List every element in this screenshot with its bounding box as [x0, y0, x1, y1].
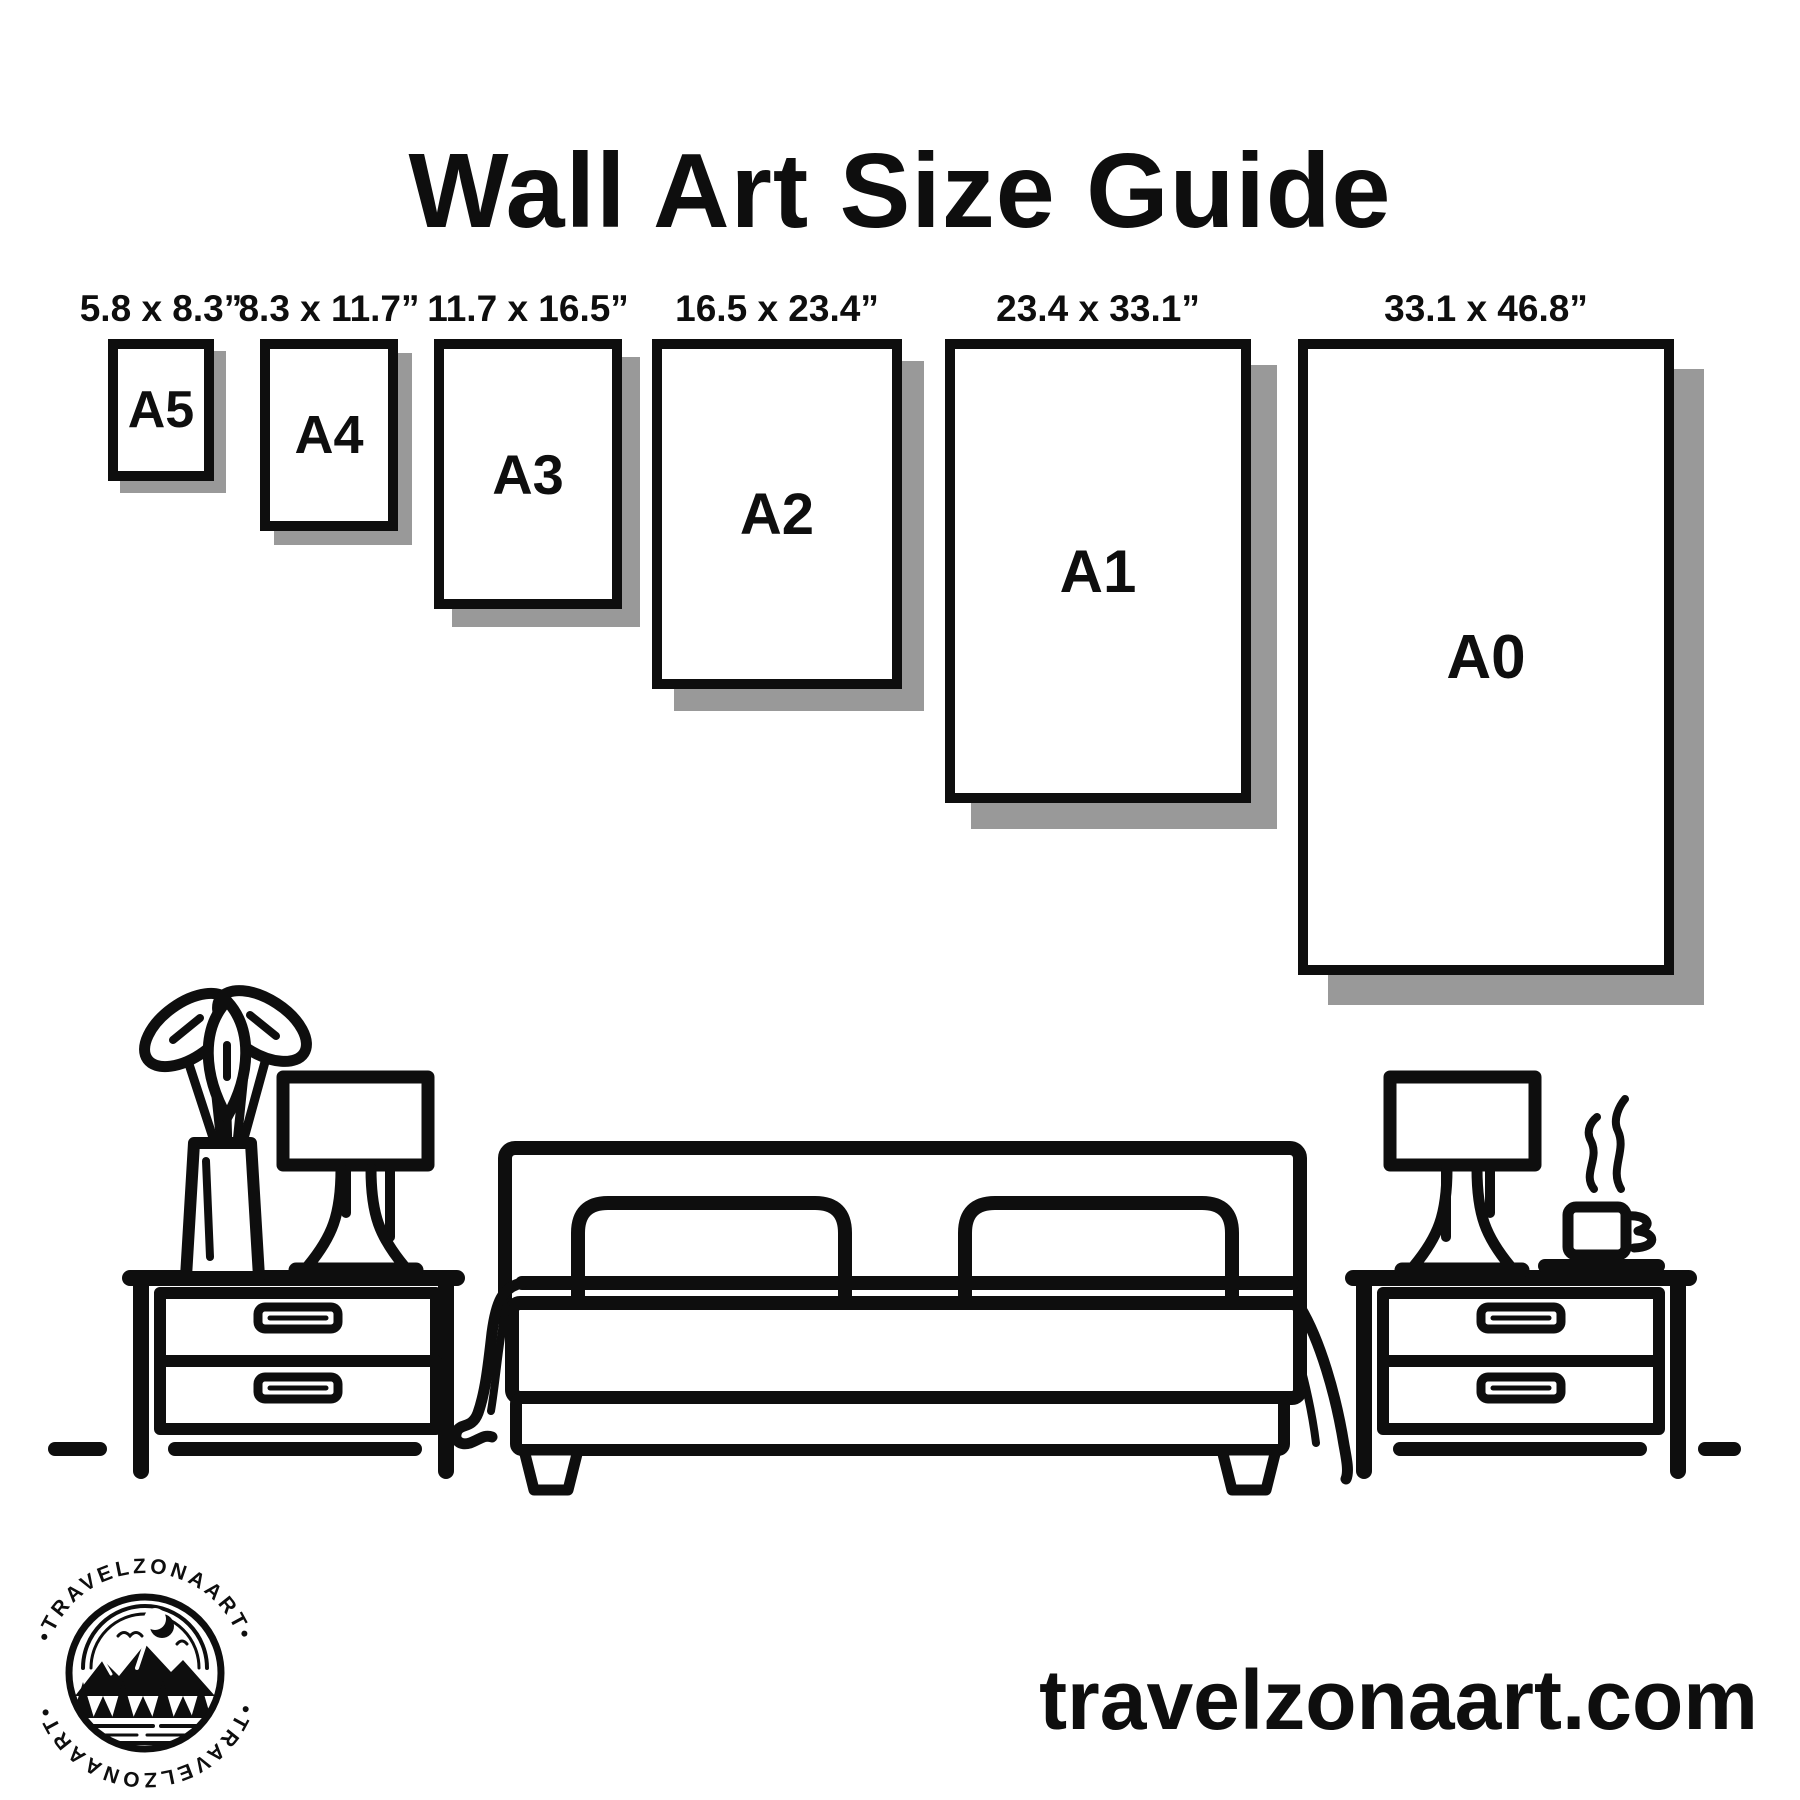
plant-vase: [186, 1143, 259, 1277]
frame-size-name: A5: [127, 381, 195, 439]
moon-cutout: [144, 1608, 166, 1630]
poster-frame-a2: [652, 339, 902, 689]
dimension-label-a5: 5.8 x 8.3”: [79, 288, 243, 329]
table-lamp-right: [1390, 1077, 1535, 1270]
poster-frame-a4: [260, 339, 398, 531]
bed-leg-right: [1222, 1450, 1276, 1490]
mattress: [512, 1303, 1300, 1398]
website-url: travelzonaart.com: [1039, 1653, 1758, 1747]
frame-size-name: A2: [739, 481, 815, 547]
frame-size-name: A1: [1059, 537, 1137, 605]
dimension-label-a2: 16.5 x 23.4”: [675, 288, 879, 329]
lamp-stem: [1414, 1169, 1447, 1266]
table-lamp-left: [283, 1077, 428, 1270]
bed-illustration: [456, 1148, 1348, 1490]
dimension-label-a1: 23.4 x 33.1”: [996, 288, 1200, 329]
dimension-label-a4: 8.3 x 11.7”: [238, 288, 420, 329]
dimension-label-a3: 11.7 x 16.5”: [427, 288, 629, 329]
frame-size-name: A0: [1446, 622, 1526, 692]
dimension-label-a0: 33.1 x 46.8”: [1384, 288, 1588, 329]
coffee-mug: [1545, 1099, 1658, 1266]
logo-arc-text-bottom: •TRAVELZONAART•: [32, 1701, 258, 1792]
vase-accent: [206, 1161, 210, 1257]
poster-frame-a3: [434, 339, 622, 609]
lamp-shade: [283, 1077, 428, 1165]
bed-leg-left: [524, 1450, 578, 1490]
page-title: Wall Art Size Guide: [408, 132, 1392, 251]
steam-icon: [1589, 1117, 1597, 1189]
lamp-stem: [308, 1169, 341, 1266]
brand-logo: [25, 1548, 265, 1798]
poster-frame-a1: [945, 339, 1251, 803]
bed-base: [516, 1398, 1284, 1450]
poster-frame-a5: [108, 339, 214, 481]
poster-frame-a0: [1298, 339, 1674, 975]
frame-size-name: A4: [294, 405, 364, 465]
mug-body: [1568, 1207, 1626, 1255]
steam-icon: [1616, 1099, 1625, 1189]
bedroom-illustration: [0, 985, 1800, 1715]
lamp-shade: [1390, 1077, 1535, 1165]
logo-arc-text-top: •TRAVELZONAART•: [32, 1554, 258, 1645]
frame-size-name: A3: [492, 442, 564, 506]
